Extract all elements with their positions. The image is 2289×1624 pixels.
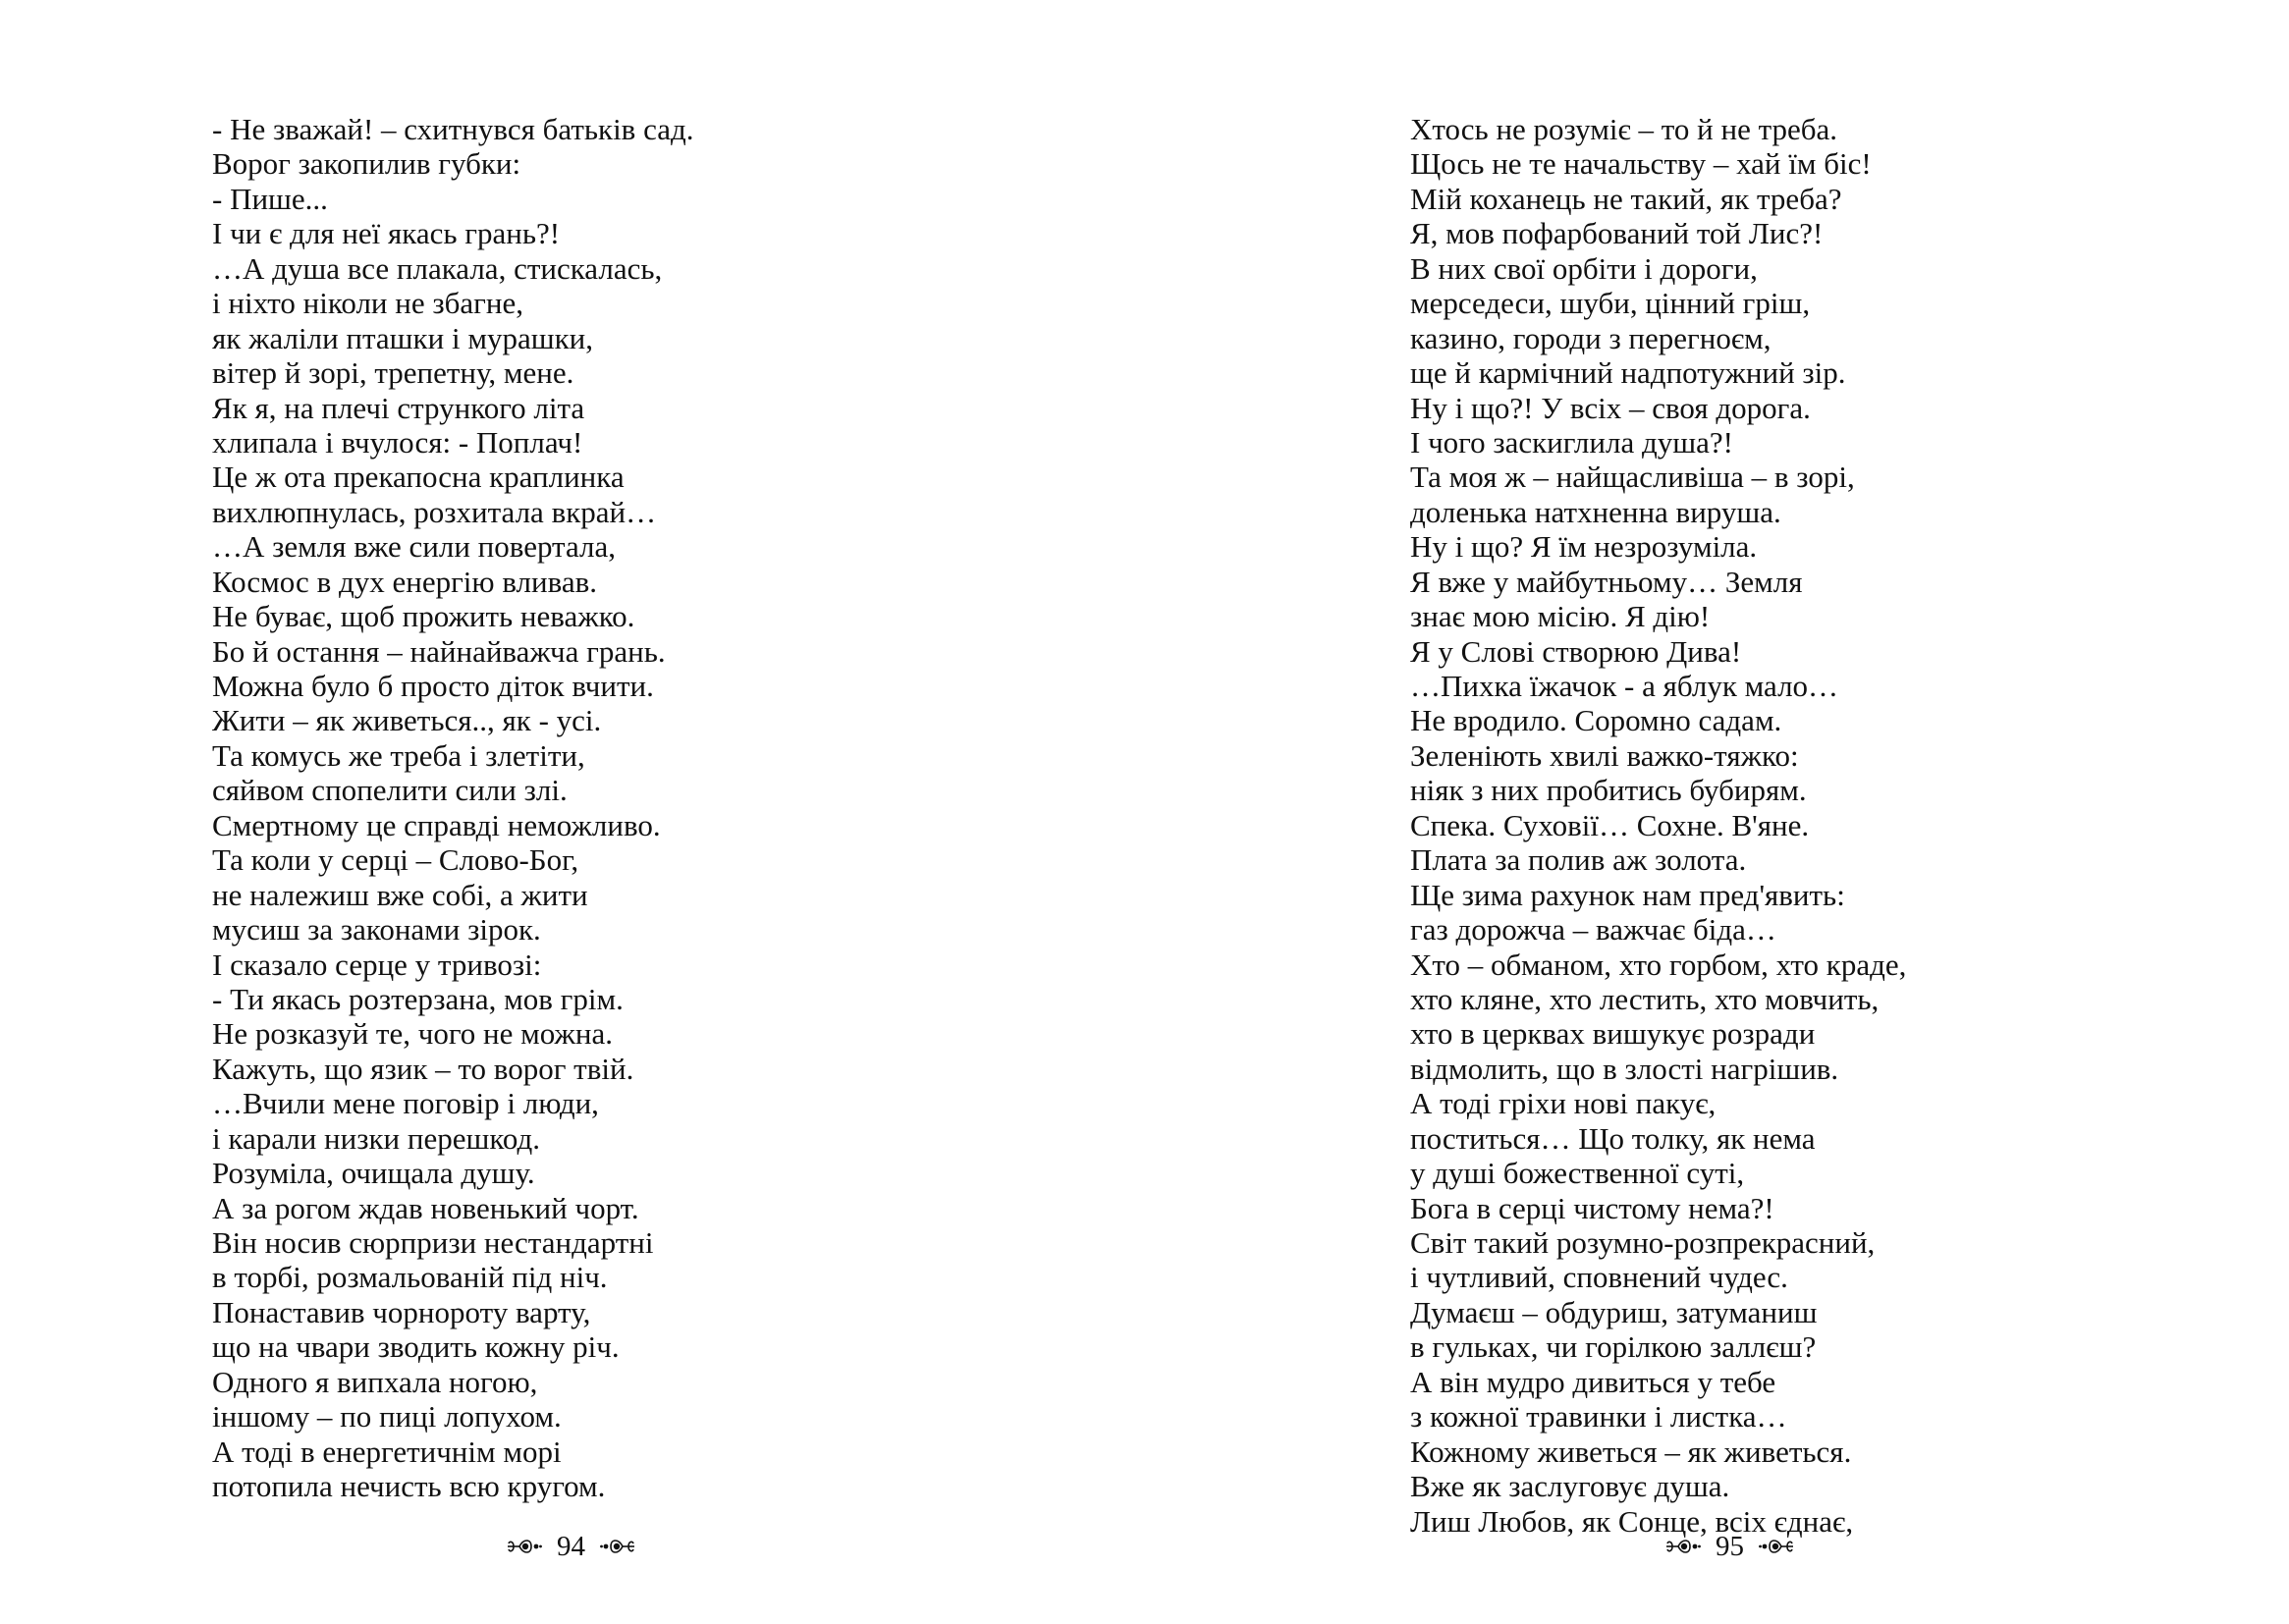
poem-line: казино, городи з перегноєм, — [1410, 320, 1771, 355]
poem-line: Як я, на плечі стрункого літа — [212, 390, 585, 425]
poem-line: - Ти якась розтерзана, мов грім. — [212, 981, 624, 1016]
poem-line: Це ж ота прекапосна краплинка — [212, 460, 625, 495]
poem-line: мерседеси, шуби, цінний гріш, — [1410, 286, 1811, 321]
poem-line: І сказало серце у тривозі: — [212, 947, 542, 982]
poem-line: Я, мов пофарбований той Лис?! — [1410, 216, 1824, 251]
poem-line: Ворог закопилив губки: — [212, 146, 521, 182]
poem-line: вітер й зорі, трепетну, мене. — [212, 355, 574, 391]
left-page — [0, 0, 1144, 1624]
poem-line: доленька натхненна вируша. — [1410, 494, 1781, 529]
poem-line: Не розказуй те, чого не можна. — [212, 1016, 613, 1052]
poem-line: Та коли у серці – Слово-Бог, — [212, 842, 579, 878]
poem-line: Ну і що?! У всіх – своя дорога. — [1410, 390, 1811, 425]
poem-line: …Пихка їжачок - а яблук мало… — [1410, 669, 1839, 703]
poem-line: ніяк з них пробитись бубирям. — [1410, 773, 1807, 808]
poem-line: поститься… Що толку, як нема — [1410, 1120, 1816, 1156]
right-page — [1144, 0, 2289, 1624]
poem-line: - Пише... — [212, 181, 328, 216]
poem-line: Зеленіють хвилі важко-тяжко: — [1410, 737, 1799, 773]
poem-line: Я у Слові створюю Дива! — [1410, 633, 1742, 669]
poem-line: Кажуть, що язик – то ворог твій. — [212, 1051, 634, 1086]
poem-line: Бога в серці чистому нема?! — [1410, 1190, 1774, 1225]
poem-line: Понаставив чорнороту варту, — [212, 1294, 591, 1329]
poem-line: газ дорожча – важчає біда… — [1410, 912, 1776, 947]
poem-line: знає мою місію. Я дію! — [1410, 599, 1711, 634]
poem-line: мусиш за законами зірок. — [212, 912, 541, 947]
poem-line: …А земля вже сили повертала, — [212, 529, 616, 565]
poem-line: Одного я випхала ногою, — [212, 1364, 538, 1399]
floral-ornament-icon — [599, 1535, 636, 1558]
poem-text-left — [212, 112, 694, 1504]
poem-line: що на чвари зводить кожну річ. — [212, 1329, 620, 1365]
poem-line: як жаліли пташки і мурашки, — [212, 320, 593, 355]
poem-line: Хтось не розуміє – то й не треба. — [1410, 112, 1838, 146]
poem-line: Хто – обманом, хто горбом, хто краде, — [1410, 947, 1907, 982]
poem-line: Космос в дух енергію вливав. — [212, 564, 597, 599]
page-footer-right — [1664, 1527, 1795, 1566]
poem-line: Вже як заслуговує душа. — [1410, 1469, 1730, 1504]
floral-ornament-icon — [1758, 1535, 1795, 1558]
poem-line: хто кляне, хто лестить, хто мовчить, — [1410, 981, 1880, 1016]
floral-ornament-icon — [1664, 1535, 1702, 1558]
poem-line: - Не зважай! – схитнувся батьків сад. — [212, 112, 694, 146]
poem-line: В них свої орбіти і дороги, — [1410, 250, 1758, 286]
poem-line: І чи є для неї якась грань?! — [212, 216, 561, 251]
poem-line: відмолить, що в злості нагрішив. — [1410, 1051, 1839, 1086]
poem-line: з кожної травинки і листка… — [1410, 1399, 1787, 1435]
poem-line: Не вродило. Соромно садам. — [1410, 703, 1782, 738]
poem-line: потопила нечисть всю кругом. — [212, 1469, 606, 1504]
floral-ornament-icon — [506, 1535, 543, 1558]
poem-line: ще й кармічний надпотужний зір. — [1410, 355, 1846, 391]
poem-line: у душі божественної суті, — [1410, 1156, 1745, 1191]
poem-line: Та комусь же треба і злетіти, — [212, 737, 585, 773]
poem-line: Плата за полив аж золота. — [1410, 842, 1747, 878]
poem-line: А за рогом ждав новенький чорт. — [212, 1190, 639, 1225]
poem-line: Можна було б просто діток вчити. — [212, 669, 654, 703]
poem-line: Світ такий розумно-розпрекрасний, — [1410, 1225, 1876, 1260]
poem-line: Ну і що? Я їм незрозуміла. — [1410, 529, 1758, 565]
poem-line: Розуміла, очищала душу. — [212, 1156, 535, 1191]
poem-line: …А душа все плакала, стискалась, — [212, 250, 663, 286]
poem-line: І чого заскиглила душа?! — [1410, 424, 1733, 460]
poem-line: в торбі, розмальованій під ніч. — [212, 1260, 608, 1295]
poem-line: Спека. Суховії… Сохне. В'яне. — [1410, 807, 1810, 842]
page-number: 94 — [557, 1530, 585, 1562]
poem-line: …Вчили мене поговір і люди, — [212, 1086, 599, 1121]
poem-line: і ніхто ніколи не збагне, — [212, 286, 523, 321]
poem-line: Думаєш – обдуриш, затуманиш — [1410, 1294, 1818, 1329]
poem-line: Жити – як живеться.., як - усі. — [212, 703, 602, 738]
poem-line: Він носив сюрпризи нестандартні — [212, 1225, 654, 1260]
page-number: 95 — [1716, 1530, 1744, 1562]
poem-line: Щось не те начальству – хай їм біс! — [1410, 146, 1872, 182]
poem-line: іншому – по пиці лопухом. — [212, 1399, 562, 1435]
poem-line: хто в церквах вишукує розради — [1410, 1016, 1816, 1052]
poem-line: А тоді гріхи нові пакує, — [1410, 1086, 1717, 1121]
poem-line: Бо й остання – найнайважча грань. — [212, 633, 666, 669]
poem-line: не належиш вже собі, а жити — [212, 877, 588, 912]
poem-line: і чутливий, сповнений чудес. — [1410, 1260, 1788, 1295]
page-footer-left — [506, 1527, 636, 1566]
poem-line: хлипала і вчулося: - Поплач! — [212, 424, 583, 460]
poem-line: Кожному живеться – як живеться. — [1410, 1434, 1852, 1469]
poem-line: Я вже у майбутньому… Земля — [1410, 564, 1803, 599]
poem-line: вихлюпнулась, розхитала вкрай… — [212, 494, 657, 529]
poem-line: сяйвом спопелити сили злі. — [212, 773, 568, 808]
poem-text-right — [1410, 112, 1906, 1539]
poem-line: в гульках, чи горілкою заллєш? — [1410, 1329, 1817, 1365]
poem-line: Мій коханець не такий, як треба? — [1410, 181, 1842, 216]
poem-line: А він мудро дивиться у тебе — [1410, 1364, 1776, 1399]
poem-line: А тоді в енергетичнім морі — [212, 1434, 562, 1469]
poem-line: Смертному це справді неможливо. — [212, 807, 661, 842]
poem-line: Не буває, щоб прожить неважко. — [212, 599, 635, 634]
poem-line: Лиш Любов, як Сонце, всіх єднає, — [1410, 1503, 1854, 1539]
poem-line: Ще зима рахунок нам пред'явить: — [1410, 877, 1845, 912]
poem-line: і карали низки перешкод. — [212, 1120, 540, 1156]
poem-line: Та моя ж – найщасливіша – в зорі, — [1410, 460, 1855, 495]
